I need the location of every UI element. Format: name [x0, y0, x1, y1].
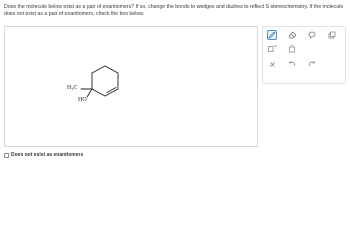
- pencil-tool-icon[interactable]: [267, 30, 277, 40]
- close-icon[interactable]: [267, 59, 277, 69]
- does-not-exist-checkbox[interactable]: [4, 153, 9, 158]
- hydroxyl-bond: [87, 89, 92, 97]
- undo-icon[interactable]: [287, 59, 297, 69]
- hydroxyl-label: HO: [78, 97, 87, 103]
- lasso-tool-icon[interactable]: [307, 30, 317, 40]
- lone-pair-tool-icon[interactable]: [287, 43, 297, 53]
- redo-icon[interactable]: [307, 59, 317, 69]
- does-not-exist-label: Does not exist as enantiomers: [11, 152, 84, 158]
- copy-tool-icon[interactable]: [327, 30, 337, 40]
- ring-bond-1: [105, 66, 118, 73]
- ring-bond-6: [92, 66, 105, 73]
- molecule-structure: [5, 27, 259, 148]
- methyl-label: H₃C: [67, 85, 78, 91]
- charge-tool-icon[interactable]: [267, 43, 277, 53]
- question-text: Does the molecule below exist as a pair of enantiomers? If so, change the bonds to wedges and dashes to reflect S stereochemistry. If the molecule does not exist as a pair of enantiomers, check the box below.: [4, 4, 344, 18]
- enantiomer-option[interactable]: [4, 151, 83, 159]
- drawing-toolbox: [262, 26, 346, 84]
- ring-bond-4: [92, 89, 105, 96]
- drawing-canvas[interactable]: [4, 26, 258, 147]
- eraser-tool-icon[interactable]: [287, 30, 297, 40]
- ring-double-bond: [107, 88, 116, 93]
